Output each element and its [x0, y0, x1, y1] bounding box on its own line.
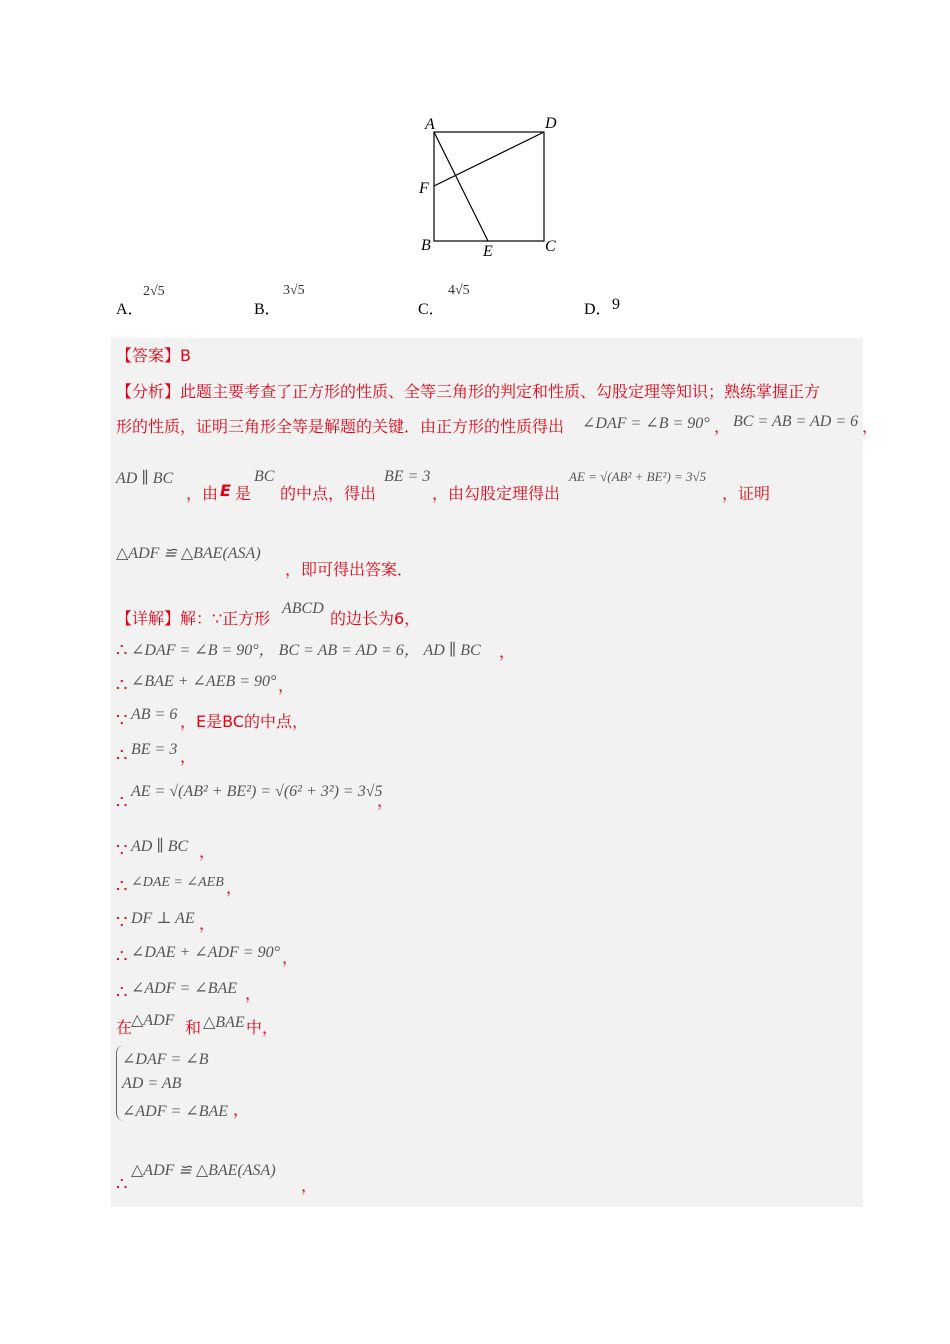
label-b: B: [421, 237, 431, 254]
step-6-math: AD ∥ BC: [131, 838, 189, 855]
analysis-line2-text: 形的性质，证明三角形全等是解题的关键．由正方形的性质得出: [116, 417, 565, 436]
solution-panel: [111, 338, 863, 1207]
step-7-symbol: ∴: [116, 876, 128, 897]
analysis-line4-math: △ADF ≌ △BAE(ASA): [116, 545, 261, 562]
step-7-end: ，: [226, 878, 243, 897]
detail-title: 【详解】解：∵正方形: [116, 609, 271, 628]
in-text-1: 在: [116, 1018, 133, 1037]
segment-ae: [434, 132, 488, 241]
label-a: A: [425, 116, 435, 133]
final-end: ，: [301, 1176, 318, 1195]
system-line-1: ∠DAF = ∠B: [122, 1051, 209, 1068]
step-6-end: ，: [199, 842, 216, 861]
step-8-symbol: ∵: [116, 912, 128, 933]
option-a-letter: A．: [116, 301, 144, 318]
label-c: C: [545, 238, 556, 255]
analysis-line3-t5: ，证明: [722, 484, 771, 503]
label-d: D: [545, 115, 557, 132]
label-e: E: [483, 243, 493, 260]
analysis-line3-math1: AD ∥ BC: [116, 470, 174, 487]
step-5-end: ，: [377, 791, 394, 810]
final-symbol: ∴: [116, 1174, 128, 1195]
analysis-line3-t4: ，由勾股定理得出: [432, 484, 561, 503]
option-a-value: 2√5: [143, 284, 165, 299]
step-4-end: ，: [180, 747, 197, 766]
detail-title-end: 的边长为6，: [330, 609, 421, 628]
step-4-math: BE = 3: [131, 741, 178, 758]
step-3-math: AB = 6: [131, 706, 178, 723]
step-7-math: ∠DAE = ∠AEB: [131, 875, 224, 890]
analysis-line3-math2: BC: [254, 468, 275, 485]
in-text-3: 中，: [246, 1018, 279, 1037]
system-line-2: AD = AB: [122, 1075, 182, 1092]
final-math: △ADF ≌ △BAE(ASA): [131, 1162, 276, 1179]
analysis-line4-text: ，即可得出答案．: [285, 560, 414, 579]
step-10-end: ，: [245, 984, 262, 1003]
in-math-1: △ADF: [131, 1012, 175, 1029]
step-5-math: AE = √(AB² + BE²) = √(6² + 3²) = 3√5: [131, 783, 383, 800]
step-9-symbol: ∴: [116, 946, 128, 967]
step-9-end: ，: [282, 948, 299, 967]
option-b-letter: B．: [254, 301, 281, 318]
option-c-value: 4√5: [448, 283, 470, 298]
step-9-math: ∠DAE + ∠ADF = 90°: [131, 944, 281, 961]
step-2-symbol: ∴: [116, 675, 128, 696]
step-3-end: ，E是BC的中点，: [180, 712, 308, 731]
step-2-math: ∠BAE + ∠AEB = 90°: [131, 673, 277, 690]
step-6-symbol: ∵: [116, 840, 128, 861]
analysis-line3-math3: BE = 3: [384, 468, 431, 485]
step-8-end: ，: [199, 914, 216, 933]
analysis-line2-sep: ，: [714, 417, 731, 436]
analysis-line3-t3: 的中点，得出: [280, 484, 377, 503]
step-1-symbol: ∴: [116, 640, 128, 661]
step-3-symbol: ∵: [116, 710, 128, 731]
option-d-value: 9: [612, 296, 620, 313]
system-end: ，: [233, 1100, 250, 1119]
square-abcd: [434, 132, 544, 241]
analysis-line2-math2: BC = AB = AD = 6: [733, 413, 859, 430]
option-b-value: 3√5: [283, 283, 305, 298]
step-8-math: DF ⊥ AE: [131, 910, 195, 927]
option-c-letter: C．: [418, 301, 445, 318]
step-1-math: ∠DAF = ∠B = 90°， BC = AB = AD = 6， AD ∥ BC: [131, 642, 481, 659]
in-text-2: 和: [185, 1018, 202, 1037]
analysis-line1: 【分析】此题主要考查了正方形的性质、全等三角形的判定和性质、勾股定理等知识；熟练掌握正方: [116, 382, 821, 401]
in-math-2: △BAE: [203, 1014, 245, 1031]
label-f: F: [419, 180, 429, 197]
step-5-symbol: ∴: [116, 792, 128, 813]
analysis-line3-t2: 是: [235, 484, 252, 503]
option-d-letter: D．: [584, 301, 612, 318]
step-2-end: ，: [278, 676, 295, 695]
analysis-line3-math4: AE = √(AB² + BE²) = 3√5: [569, 469, 707, 484]
answer-label: 【答案】B: [116, 346, 191, 365]
analysis-line2-end: ，: [862, 417, 879, 436]
step-1-end: ，: [499, 642, 516, 661]
analysis-line3-t1: ，由: [186, 484, 219, 503]
analysis-line2-math1: ∠DAF = ∠B = 90°: [582, 415, 710, 432]
system-line-3: ∠ADF = ∠BAE: [122, 1103, 229, 1120]
step-10-math: ∠ADF = ∠BAE: [131, 980, 238, 997]
step-10-symbol: ∴: [116, 982, 128, 1003]
step-4-symbol: ∴: [116, 745, 128, 766]
analysis-line3-e: E: [220, 481, 231, 500]
segment-df: [434, 132, 544, 186]
detail-title-math: ABCD: [282, 600, 324, 617]
